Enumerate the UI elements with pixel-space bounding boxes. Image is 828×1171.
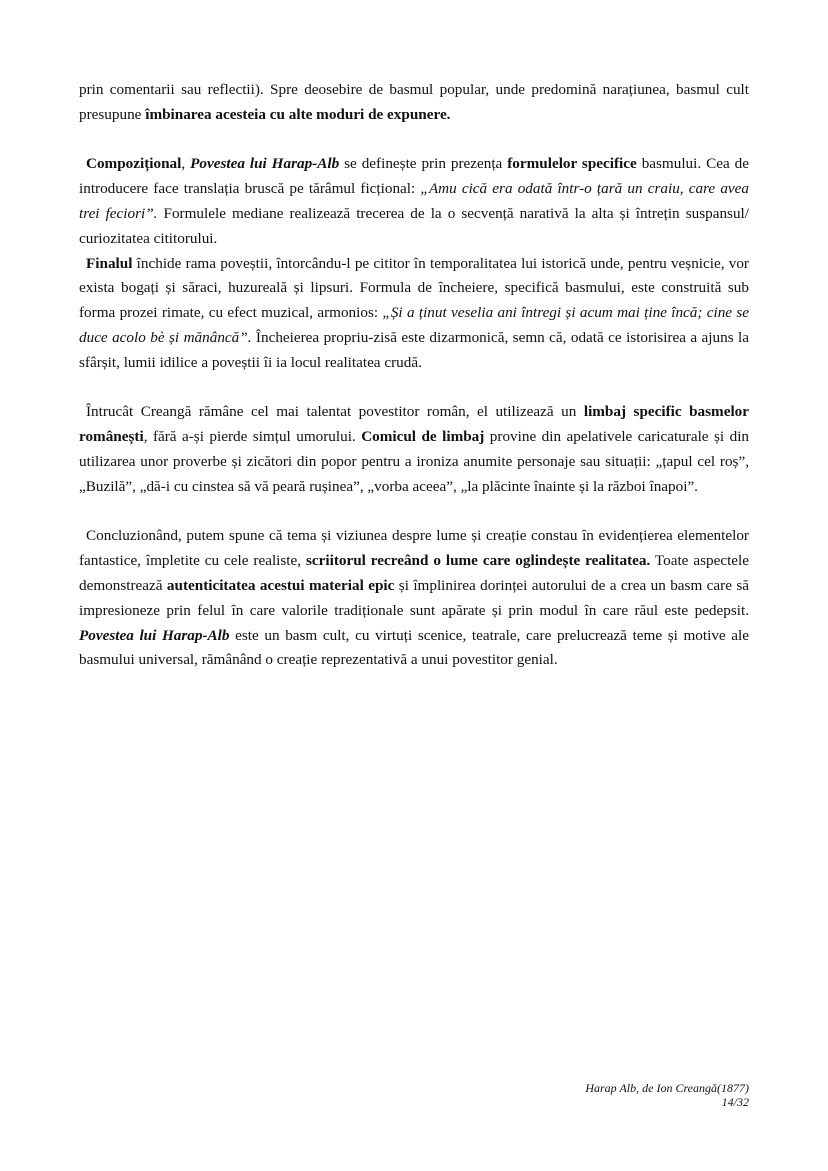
text-span: , (181, 155, 191, 173)
bold-phrase: îmbinarea acesteia cu alte moduri de expunere. (145, 105, 451, 123)
text-span: prin comentarii sau reflectii). Spre deosebire de basmul popular, unde predomină narațiunea, basmul cult presupune (79, 81, 749, 123)
italic-quote: „Amu cică era odată într-o țară un craiu, care avea trei feciori”. (79, 180, 750, 222)
paragraph-expository-modes (79, 78, 749, 128)
paragraph-composition (79, 152, 749, 251)
bold-italic-title: Povestea lui Harap-Alb (79, 626, 230, 644)
bold-phrase: scriitorul recreând o lume care oglindește realitatea. (305, 552, 651, 570)
text-span: închide rama poveștii, întorcându-l pe cititor în temporalitatea lui istorică unde, pentru veșnicie, vor exista bogați și săraci, huzureală și lipsuri. Formula de încheiere, specifică basmului, este construită sub forma prozei rimate, cu efect muzical, armonios: (79, 254, 749, 322)
bold-phrase: autenticitatea acestui material epic (166, 576, 395, 594)
text-span: Toate aspectele demonstrează (79, 552, 749, 594)
text-span: este un basm cult, cu virtuți scenice, teatrale, care prelucrează teme și motive ale basmului universal, rămânând o creație reprezentativă a unui povestitor genial. (79, 626, 749, 669)
paragraph-language (79, 400, 749, 499)
document-body (79, 78, 749, 673)
bold-phrase: limbaj specific basmelor românești (79, 403, 750, 446)
text-span: Formulele mediane realizează trecerea de la o secvență narativă la alta și întrețin suspansul/ curiozitatea cititorului. (79, 204, 749, 247)
text-span: Concluzionând, putem spune că tema și viziunea despre lume și creație constau în evidențierea elementelor fantastice, împletite cu cele realiste, (79, 527, 749, 570)
page-number: 14/32 (721, 1095, 749, 1109)
text-span: Întrucât Creangă rămâne cel mai talentat povestitor român, el utilizează un (86, 403, 584, 421)
bold-phrase: Finalul (86, 254, 133, 272)
bold-phrase: Comicul de limbaj (361, 428, 485, 446)
italic-quote: „Și a ținut veselia ani întregi și acum mai ține încă; cine se duce acolo bè și mănâncă”. (79, 304, 749, 346)
text-span: , fără a-și pierde simțul umorului. (143, 428, 362, 446)
footer-title: Harap Alb, de Ion Creangă(1877) (585, 1081, 749, 1095)
text-span: se definește prin prezența (339, 155, 508, 173)
bold-italic-title: Povestea lui Harap-Alb (190, 155, 340, 173)
text-span: Încheierea propriu-zisă este dizarmonică, semn că, odată ce istorisirea a ajuns la sfârșit, lumii idilice a poveștii îi ia locul realitatea crudă. (79, 328, 750, 371)
text-span: provine din apelativele caricaturale și din utilizarea unor proverbe și zicători din popor pentru a ironiza anumite personaje sau situații: „țapul cel roș”, „Buzilă”, „dă-i cu cinstea să vă peară rușinea”, „vorba aceea”, „la plăcinte înainte și la război înapoi”. (79, 428, 750, 495)
text-span: și împlinirea dorinței autorului de a crea un basm care să impresioneze prin felul în care valorile tradiționale sunt apărate și prin modul în care răul este pedepsit. (79, 576, 749, 619)
paragraph-ending (79, 252, 749, 376)
page-footer (585, 1081, 749, 1109)
bold-phrase: formulelor specifice (507, 155, 637, 173)
bold-phrase: Compozițional (86, 155, 182, 173)
text-span: basmului. Cea de introducere face translația bruscă pe tărâmul ficțional: (79, 155, 749, 198)
paragraph-conclusion (79, 524, 749, 673)
